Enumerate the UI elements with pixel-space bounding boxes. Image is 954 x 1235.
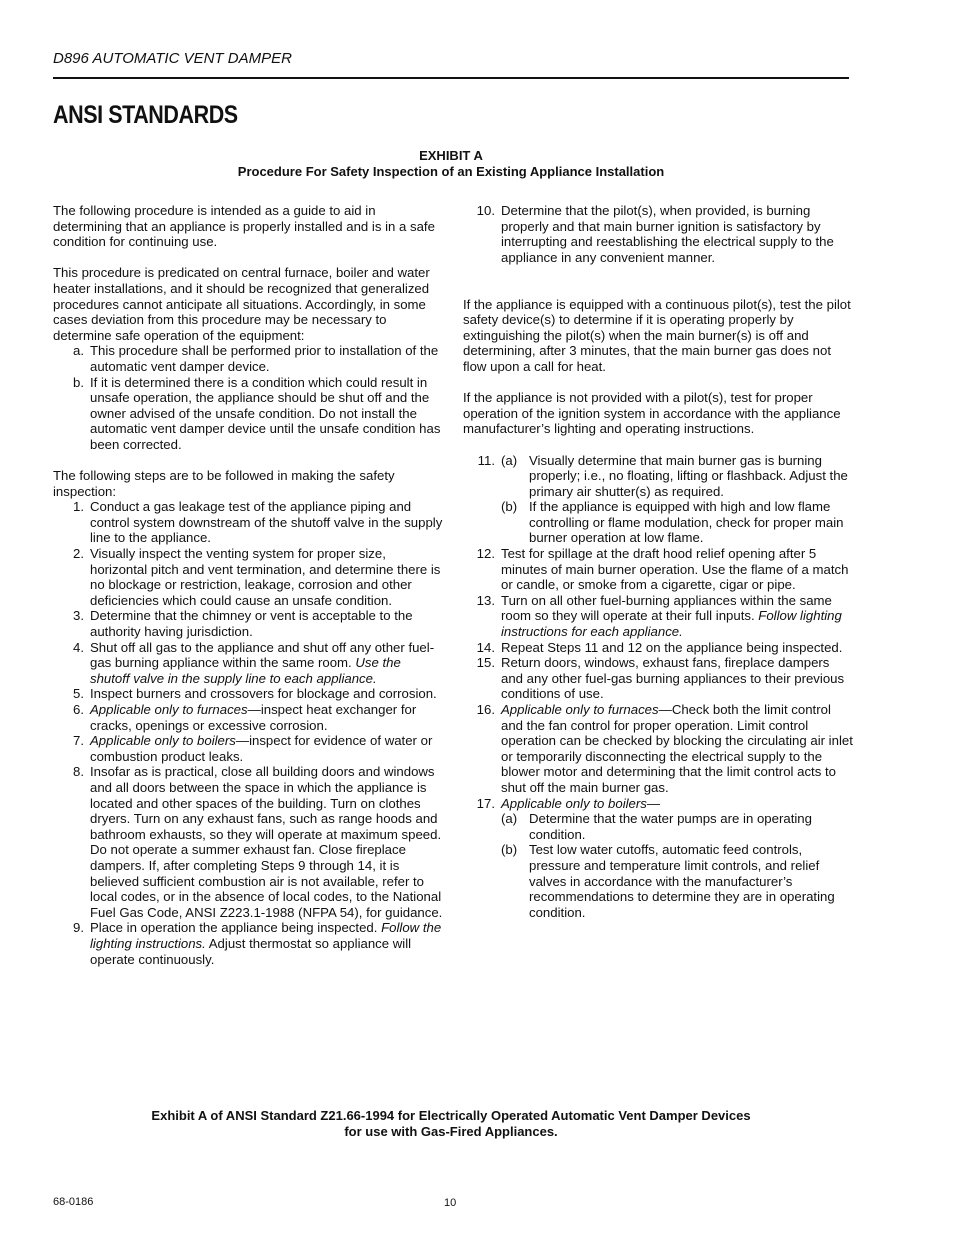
step-number: 1. xyxy=(73,499,84,515)
running-header: D896 AUTOMATIC VENT DAMPER xyxy=(53,50,292,67)
step-12 xyxy=(463,546,853,593)
list-text: This procedure shall be performed prior to installation of the automatic vent damper device. xyxy=(90,343,439,374)
step-text: Test for spillage at the draft hood relief opening after 5 minutes of main burner operation. Use the flame of a match or candle, or smoke from a cigarette, cigar or pipe. xyxy=(501,546,849,593)
step-2 xyxy=(53,546,443,608)
step-number: 12. xyxy=(476,546,495,562)
step-6 xyxy=(53,702,443,733)
sub-text: If the appliance is equipped with high and low flame controlling or flame modulation, check for proper main burner operation at low flame. xyxy=(529,499,844,546)
step-number: 3. xyxy=(73,608,84,624)
step-number: 4. xyxy=(73,639,84,655)
step-text-part: —inspect for evidence of water or combustion product leaks. xyxy=(90,733,433,764)
step-number: 15. xyxy=(476,655,495,671)
exhibit-label: EXHIBIT A xyxy=(419,148,483,163)
exhibit-subtitle: Procedure For Safety Inspection of an Existing Appliance Installation xyxy=(237,163,665,179)
step-7 xyxy=(53,733,443,764)
step-text: Insofar as is practical, close all building doors and windows and all doors between the space in which the appliance is located and other spaces of the building. Turn on clothes dryers. Turn on any exhaust fans, such as range hoods and bathroom exhausts, so they will operate at maximum speed. Do not operate a summer exhaust fan. Close fireplace dampers. If, after completing Steps 9 through 14, it is believed sufficient combustion air is not available, refer to local codes, or in the absence of local codes, to the National Fuel Gas Code, ANSI Z223.1-1988 (NFPA 54), for guidance. xyxy=(90,764,443,920)
step-number: 7. xyxy=(73,733,84,749)
document-number: 68-0186 xyxy=(53,1196,94,1208)
step-text xyxy=(501,702,853,796)
sub-label: (b) xyxy=(501,499,518,515)
step-15 xyxy=(463,655,853,702)
list-label: b. xyxy=(73,374,84,390)
step-text xyxy=(90,640,443,687)
right-column xyxy=(463,203,853,920)
step-17 xyxy=(463,796,853,921)
step-9 xyxy=(53,920,443,967)
step-text-italic: Applicable only to boilers— xyxy=(501,795,661,811)
steps-intro: The following steps are to be followed in making the safety inspection: xyxy=(53,468,395,499)
sub-item-a xyxy=(501,453,853,500)
step-number: 5. xyxy=(73,686,84,702)
step-text xyxy=(90,702,443,733)
header-rule xyxy=(53,77,849,79)
step-text-italic: Use the shutoff valve in the supply line to each appliance. xyxy=(90,655,401,686)
left-column xyxy=(53,203,443,967)
step-3 xyxy=(53,608,443,639)
step-text xyxy=(90,733,443,764)
step-text xyxy=(501,593,853,640)
step-number: 14. xyxy=(476,639,495,655)
step-text-part: —inspect heat exchanger for cracks, openings or excessive corrosion. xyxy=(90,702,417,733)
step-text: Return doors, windows, exhaust fans, fireplace dampers and any other fuel-gas burning appliances to their previous conditions of use. xyxy=(501,655,845,702)
step-number: 16. xyxy=(476,702,495,717)
step-1 xyxy=(53,499,443,546)
step-text-part: Turn on all other fuel-burning appliances within the same room so they will operate at their full inputs. xyxy=(501,592,832,624)
step-text-part: Shut off all gas to the appliance and shut off any other fuel-gas burning appliance within the same room. xyxy=(90,639,435,671)
list-label: a. xyxy=(73,343,84,359)
list-item-a xyxy=(53,343,443,374)
exhibit-caption xyxy=(53,1108,849,1140)
step-text-italic: Applicable only to boilers xyxy=(90,733,236,749)
step-number: 10. xyxy=(476,203,495,218)
page-title: ANSI STANDARDS xyxy=(53,101,238,129)
sub-label: (a) xyxy=(501,811,518,827)
step-text: Inspect burners and crossovers for blockage and corrosion. xyxy=(90,686,437,702)
step-text-part: Adjust thermostat so appliance will operate continuously. xyxy=(90,935,412,967)
step-number: 11. xyxy=(477,452,495,468)
step-number: 8. xyxy=(73,764,84,780)
step-5 xyxy=(53,686,443,702)
exhibit-heading xyxy=(53,148,849,179)
list-text: If it is determined there is a condition which could result in unsafe operation, the appliance should be shut off and the owner advised of the unsafe condition. Do not install the automatic vent damper device until the unsafe condition has been corrected. xyxy=(90,374,441,452)
step-text-part: —Check both the limit control and the fan control for proper operation. Limit control operation can be checked by blocking the circulating air inlet or temporarily disconnecting the electrical supply to the blower motor and determining that the limit control acts to shut off the main burner gas. xyxy=(501,702,853,795)
step-11 xyxy=(463,453,853,547)
sub-text: Test low water cutoffs, automatic feed controls, pressure and temperature limit controls, and relief valves in accordance with the manufacturer’s recommendations to determine they are in operating condition. xyxy=(529,842,835,920)
continuous-pilot-paragraph: If the appliance is equipped with a continuous pilot(s), test the pilot safety device(s) to determine if it is operating properly by extinguishing the pilot(s) when the main burner(s) is off and determining, after 3 minutes, that the main burner gas does not flow upon a call for heat. xyxy=(463,296,851,374)
sub-item-b xyxy=(501,842,853,920)
caption-line: Exhibit A of ANSI Standard Z21.66-1994 for Electrically Operated Automatic Vent Damper Devices xyxy=(151,1108,751,1123)
caption-line: for use with Gas-Fired Appliances. xyxy=(344,1124,558,1139)
step-16 xyxy=(463,702,853,796)
step-8 xyxy=(53,764,443,920)
step-13 xyxy=(463,593,853,640)
sub-item-b xyxy=(501,499,853,546)
sub-item-a xyxy=(501,811,853,842)
step-text-italic: Follow the lighting instructions. xyxy=(90,920,442,951)
list-item-b xyxy=(53,375,443,453)
sub-label: (a) xyxy=(501,452,518,468)
step-10 xyxy=(463,203,853,265)
step-text: Repeat Steps 11 and 12 on the appliance being inspected. xyxy=(501,639,843,655)
step-number: 9. xyxy=(73,920,84,936)
step-14 xyxy=(463,640,853,656)
step-number: 17. xyxy=(476,795,495,811)
step-text-italic: Applicable only to furnaces xyxy=(90,702,248,717)
step-number: 6. xyxy=(73,702,84,717)
step-text: Conduct a gas leakage test of the appliance piping and control system downstream of the shutoff valve in the supply line to the appliance. xyxy=(90,499,443,546)
intro-paragraph: The following procedure is intended as a guide to aid in determining that an appliance is properly installed and is in a safe condition for continuing use. xyxy=(53,203,435,250)
step-text-italic: Follow lighting instructions for each appliance. xyxy=(501,608,842,640)
step-text-part: Place in operation the appliance being inspected. xyxy=(90,920,382,936)
step-text: Visually inspect the venting system for proper size, horizontal pitch and vent termination, and determine there is no blockage or restriction, leakage, corrosion and other deficiencies which could cause an unsafe condition. xyxy=(90,546,441,608)
sub-text: Determine that the water pumps are in operating condition. xyxy=(529,811,812,842)
sub-text: Visually determine that main burner gas is burning properly; i.e., no floating, lifting or flashback. Adjust the primary air shutter(s) as required. xyxy=(529,452,848,499)
step-4 xyxy=(53,640,443,687)
step-number: 2. xyxy=(73,546,84,562)
no-pilot-paragraph: If the appliance is not provided with a pilot(s), test for proper operation of the ignition system in accordance with the appliance manufacturer’s lighting and operating instructions. xyxy=(463,390,841,437)
page-number: 10 xyxy=(444,1197,457,1209)
step-text-italic: Applicable only to furnaces xyxy=(501,702,659,717)
step-text xyxy=(90,920,443,967)
step-text: Determine that the chimney or vent is acceptable to the authority having jurisdiction. xyxy=(90,608,413,640)
sub-label: (b) xyxy=(501,842,518,858)
predicate-paragraph: This procedure is predicated on central furnace, boiler and water heater installations, and it should be recognized that generalized procedures cannot anticipate all situations. Accordingly, in some cases deviation from this procedure may be necessary to determine safe operation of the equipment: xyxy=(53,265,430,343)
step-text: Determine that the pilot(s), when provided, is burning properly and that main burner ignition is satisfactory by interrupting and reestablishing the electrical supply to the appliance in any convenient manner. xyxy=(501,203,834,265)
step-number: 13. xyxy=(476,592,495,608)
